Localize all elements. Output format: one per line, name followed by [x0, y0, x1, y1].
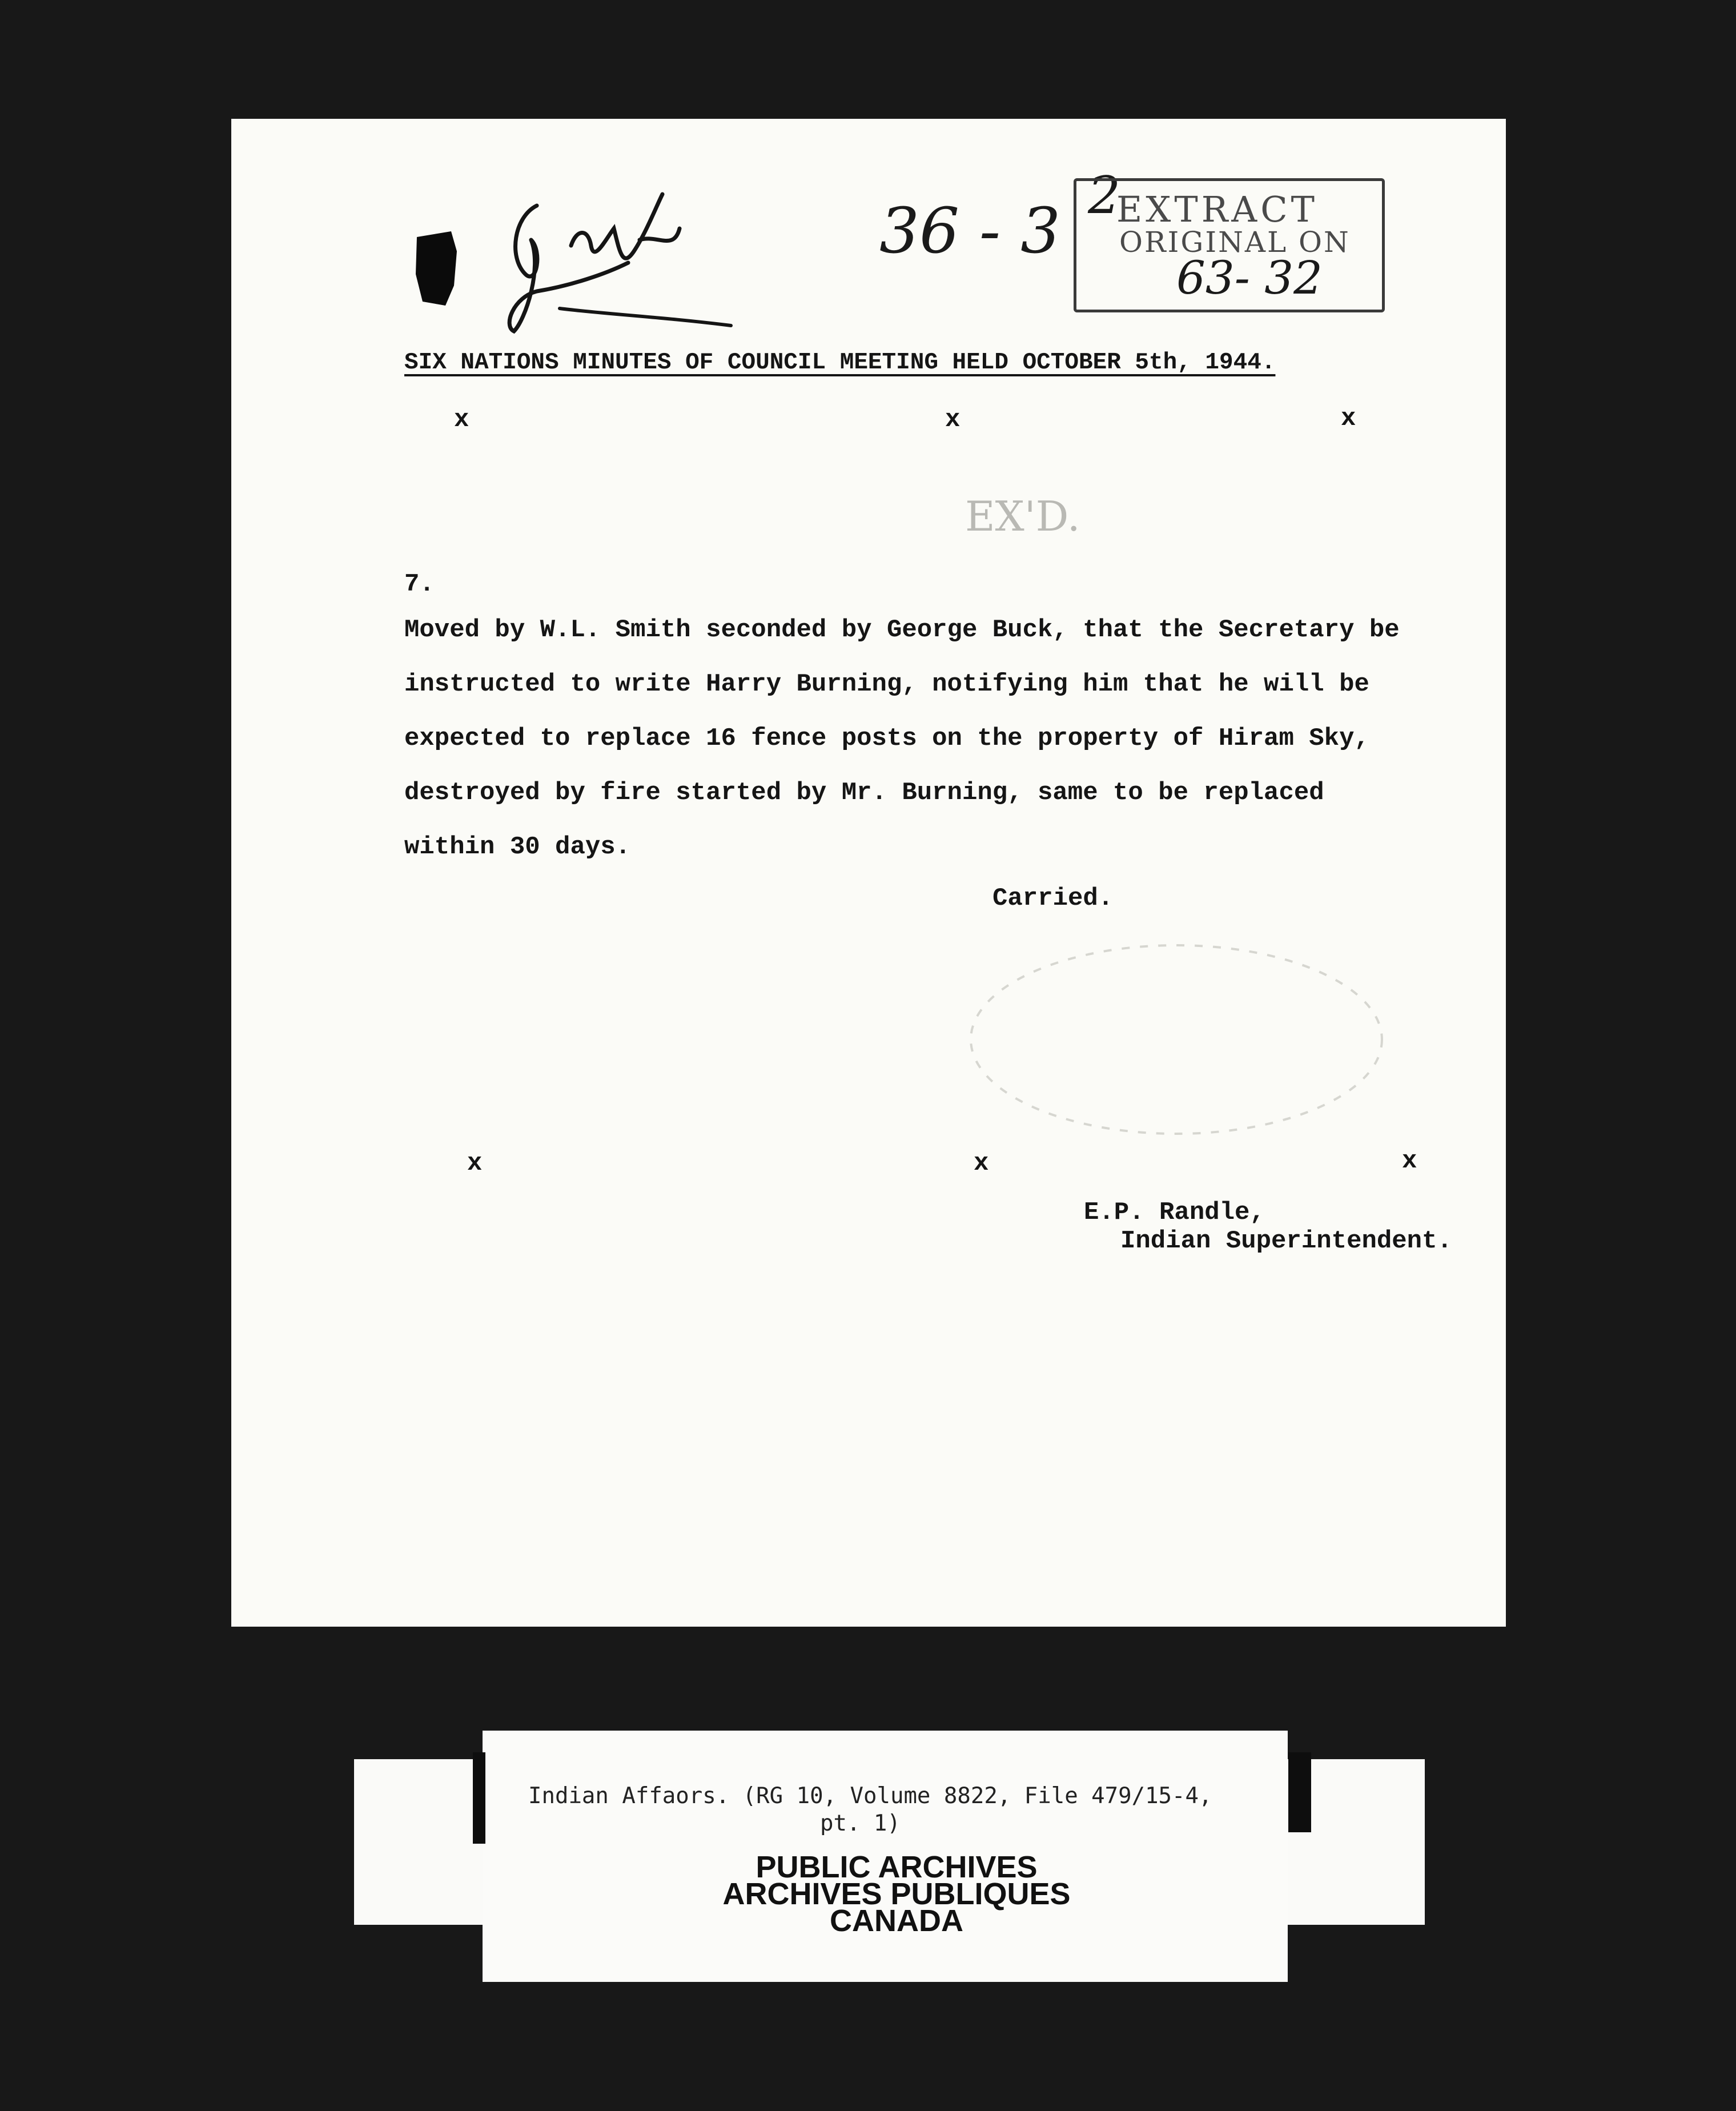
motion-result: Carried. — [992, 884, 1114, 913]
separator-mark: x — [1402, 1147, 1417, 1175]
stamp-extract-label: EXTRACT — [1116, 188, 1318, 230]
ink-blot — [411, 228, 463, 308]
archive-name-english: PUBLIC ARCHIVES — [756, 1850, 1038, 1884]
separator-mark: x — [945, 406, 961, 434]
faint-seal — [948, 931, 1405, 1148]
motion-line: within 30 days. — [404, 833, 631, 861]
label-tab-right — [1288, 1752, 1311, 1832]
motion-line: Moved by W.L. Smith seconded by George Buck, that the Secretary be — [404, 616, 1400, 644]
signature-title: Indian Superintendent. — [1120, 1227, 1452, 1255]
received-stamp: EX'D. — [965, 492, 1080, 540]
file-number-suffix: 2 — [1088, 166, 1121, 226]
item-number: 7. — [404, 570, 435, 599]
stamp-handwritten-number: 63- 32 — [1176, 251, 1323, 304]
file-number: 36 - 3 — [879, 194, 1061, 267]
archive-citation: Indian Affaors. (RG 10, Volume 8822, File 479/15-4, — [528, 1783, 1212, 1809]
separator-mark: x — [1341, 404, 1356, 433]
archive-citation-continued: pt. 1) — [820, 1811, 901, 1836]
handwritten-mark — [491, 171, 765, 343]
motion-line: destroyed by fire started by Mr. Burning, same to be replaced — [404, 778, 1324, 807]
motion-line: expected to replace 16 fence posts on the property of Hiram Sky, — [404, 724, 1369, 753]
motion-line: instructed to write Harry Burning, notifying him that he will be — [404, 670, 1369, 699]
signature-name: E.P. Randle, — [1084, 1198, 1265, 1227]
separator-mark: x — [467, 1149, 483, 1178]
stamp-original-label: ORIGINAL ON — [1119, 226, 1351, 259]
document-page — [231, 119, 1506, 1627]
separator-mark: x — [974, 1149, 989, 1178]
label-tab-left — [473, 1752, 485, 1844]
separator-mark: x — [454, 406, 469, 434]
archive-country: CANADA — [830, 1904, 963, 1938]
document-title: SIX NATIONS MINUTES OF COUNCIL MEETING HELD OCTOBER 5th, 1944. — [404, 350, 1276, 376]
archive-name-french: ARCHIVES PUBLIQUES — [722, 1877, 1071, 1911]
